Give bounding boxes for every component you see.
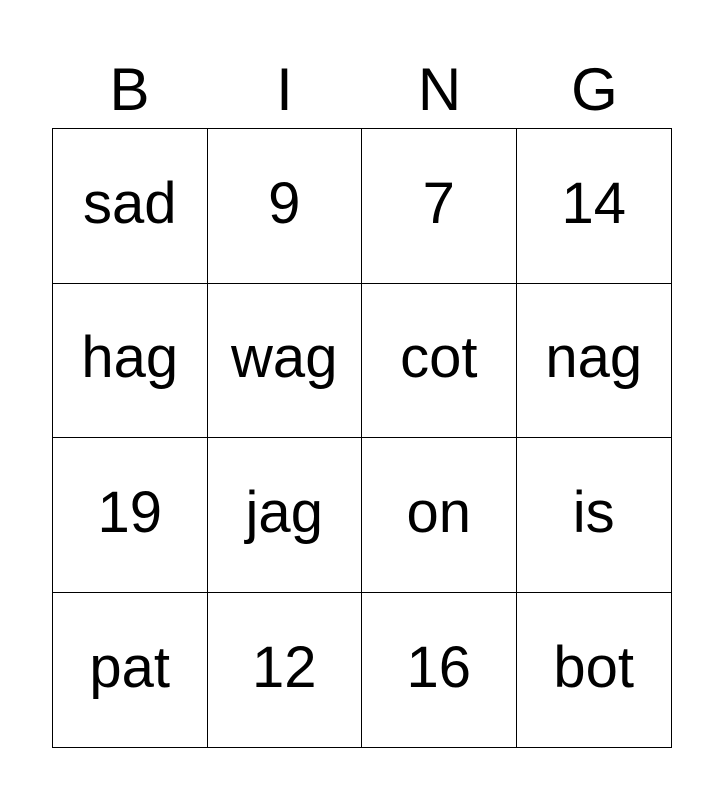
bingo-cell: 9 (208, 129, 363, 284)
bingo-cell: 7 (362, 129, 517, 284)
bingo-cell: on (362, 438, 517, 593)
bingo-cell: bot (553, 634, 635, 700)
header-letter-b: B (109, 56, 150, 123)
bingo-cell: cot (362, 284, 517, 439)
bingo-cell: 12 (208, 593, 363, 748)
bingo-cell: 16 (362, 593, 517, 748)
header-letter-n: N (417, 56, 462, 123)
header-letter-i: I (276, 56, 293, 123)
bingo-header (52, 52, 672, 128)
bingo-cell: nag (517, 284, 672, 439)
bingo-cell: is (517, 438, 672, 593)
bingo-cell: hag (53, 284, 208, 439)
bingo-cell: sad (53, 129, 208, 284)
bingo-cell: pat (53, 593, 208, 748)
bingo-cell: 14 (517, 129, 672, 284)
header-letter-g: G (571, 56, 618, 123)
bingo-cell: 19 (53, 438, 208, 593)
bingo-card-grid (52, 128, 672, 748)
bingo-cell: jag (208, 438, 363, 593)
bingo-cell: wag (208, 284, 363, 439)
